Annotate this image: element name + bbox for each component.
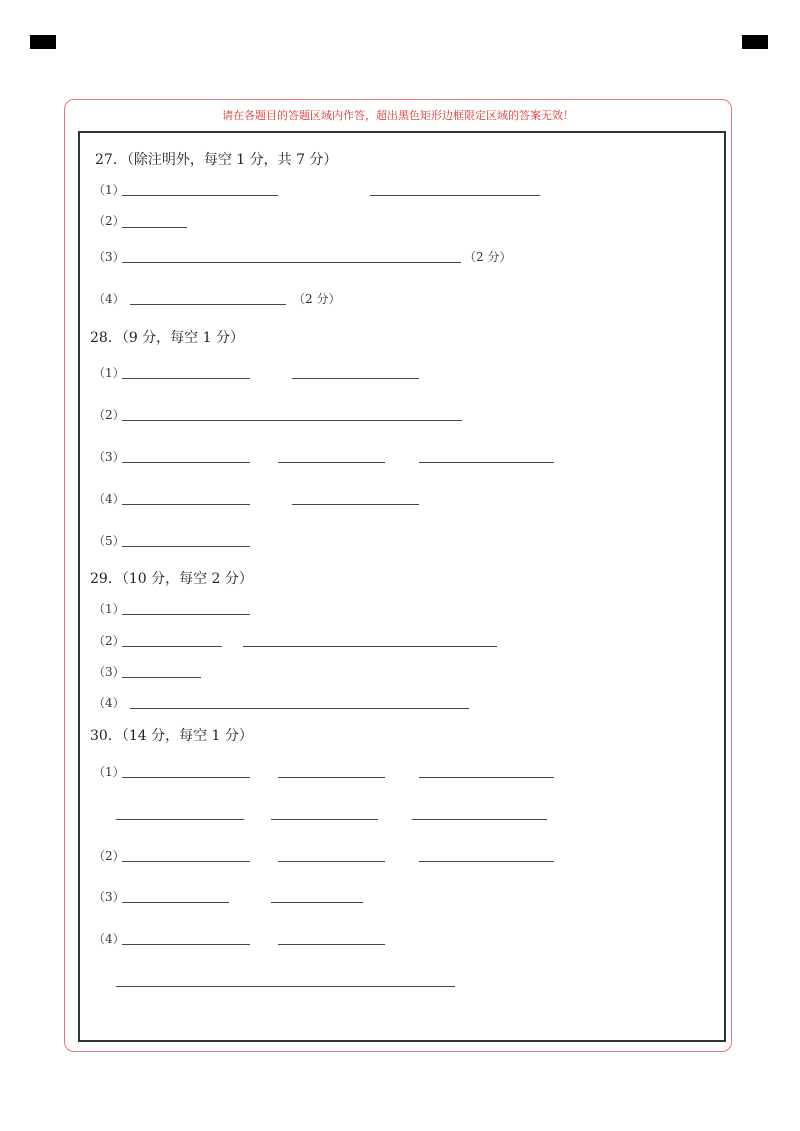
q28-label-5: （5）: [93, 534, 125, 548]
q30-1-blank-f[interactable]: [412, 819, 547, 820]
q29-label-1: （1）: [93, 602, 125, 616]
q27-2-blank[interactable]: [122, 227, 187, 228]
q28-2-blank[interactable]: [122, 420, 462, 421]
answer-area-warning: 请在各题目的答题区域内作答，超出黑色矩形边框限定区域的答案无效！: [222, 109, 574, 122]
q28-label-4: （4）: [93, 492, 125, 506]
q28-5-blank[interactable]: [122, 546, 250, 547]
q29-label-3: （3）: [93, 665, 125, 679]
q30-1-blank-d[interactable]: [116, 819, 244, 820]
q30-title: 30．（14 分，每空 1 分）: [90, 728, 253, 744]
q27-label-1: （1）: [93, 183, 125, 197]
q30-label-1: （1）: [93, 765, 125, 779]
q28-3-blank-c[interactable]: [419, 462, 554, 463]
q29-label-4: （4）: [93, 696, 125, 710]
q30-4-blank-b[interactable]: [278, 944, 385, 945]
q27-4-blank[interactable]: [130, 304, 286, 305]
q27-label-2: （2）: [93, 214, 125, 228]
q27-title: 27．（除注明外，每空 1 分，共 7 分）: [95, 152, 338, 168]
q30-label-2: （2）: [93, 849, 125, 863]
q27-3-points: （2 分）: [464, 250, 512, 264]
q29-label-2: （2）: [93, 634, 125, 648]
q29-2-blank-b[interactable]: [243, 646, 497, 647]
q29-1-blank[interactable]: [122, 614, 250, 615]
alignment-marker-right: [742, 35, 768, 49]
q28-1-blank-b[interactable]: [292, 378, 419, 379]
q30-3-blank-b[interactable]: [271, 902, 363, 903]
q29-2-blank-a[interactable]: [122, 646, 222, 647]
q27-3-blank[interactable]: [122, 262, 461, 263]
q28-3-blank-a[interactable]: [122, 462, 250, 463]
q29-title: 29．（10 分，每空 2 分）: [90, 571, 253, 587]
q30-2-blank-b[interactable]: [278, 861, 385, 862]
q28-label-1: （1）: [93, 366, 125, 380]
q28-1-blank-a[interactable]: [122, 378, 250, 379]
q30-1-blank-a[interactable]: [122, 777, 250, 778]
q30-1-blank-b[interactable]: [278, 777, 385, 778]
alignment-marker-left: [30, 35, 56, 49]
q30-1-blank-c[interactable]: [419, 777, 554, 778]
q30-2-blank-a[interactable]: [122, 861, 250, 862]
q27-1-blank-a[interactable]: [122, 195, 278, 196]
q30-1-blank-e[interactable]: [271, 819, 378, 820]
q30-4-blank-c[interactable]: [116, 986, 455, 987]
q28-3-blank-b[interactable]: [278, 462, 385, 463]
q30-2-blank-c[interactable]: [419, 861, 554, 862]
q28-4-blank-a[interactable]: [122, 504, 250, 505]
q28-title: 28．（9 分，每空 1 分）: [90, 330, 244, 346]
q27-4-points: （2 分）: [293, 292, 341, 306]
q28-label-2: （2）: [93, 408, 125, 422]
q30-label-3: （3）: [93, 890, 125, 904]
q27-label-3: （3）: [93, 250, 125, 264]
q29-3-blank[interactable]: [122, 677, 201, 678]
q28-4-blank-b[interactable]: [292, 504, 419, 505]
q27-label-4: （4）: [93, 292, 125, 306]
q30-4-blank-a[interactable]: [122, 944, 250, 945]
q29-4-blank[interactable]: [130, 708, 469, 709]
q30-label-4: （4）: [93, 932, 125, 946]
q27-1-blank-b[interactable]: [370, 195, 540, 196]
q28-label-3: （3）: [93, 450, 125, 464]
q30-3-blank-a[interactable]: [122, 902, 229, 903]
